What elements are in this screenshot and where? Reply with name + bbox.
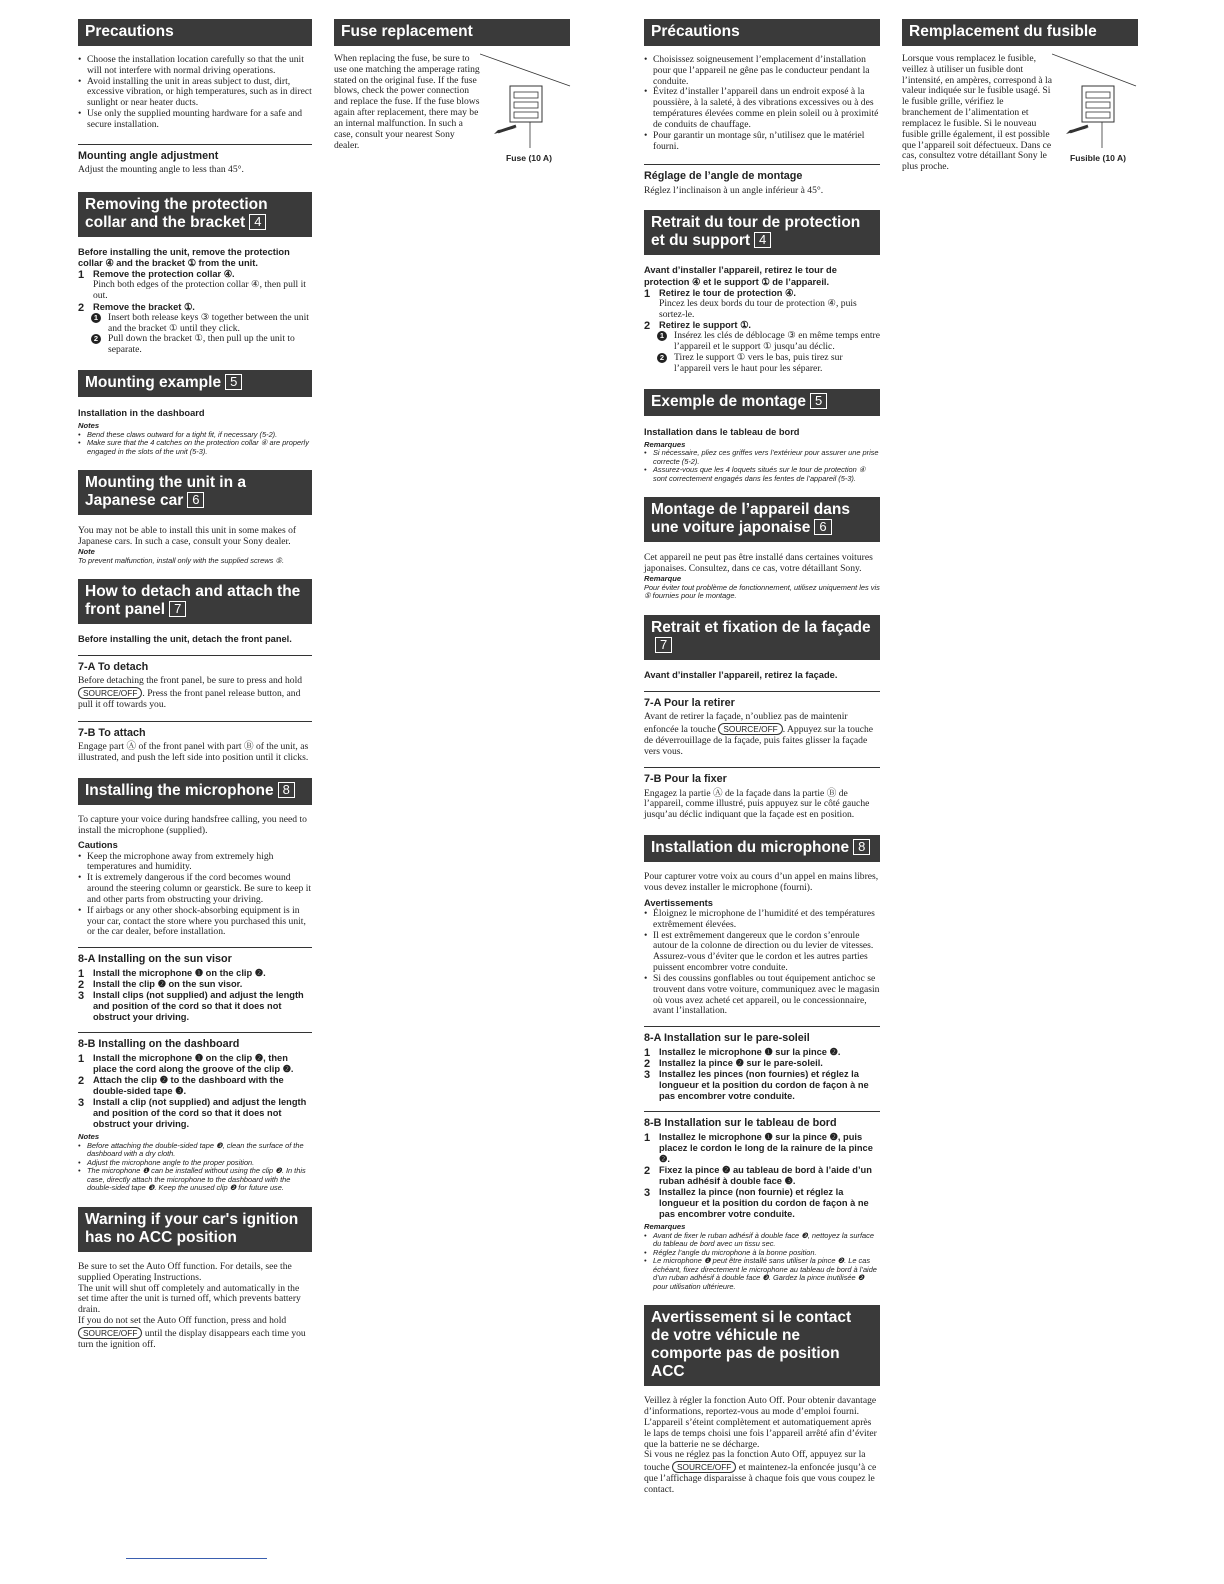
section-header-microphone: Installing the microphone 8 [78, 778, 312, 805]
list-item: • Keep the microphone away from extremely high temperatures and humidity. [78, 852, 312, 874]
subheading-detach: 7-A To detach [78, 655, 312, 676]
section-header-removing: Removing the protection collar and the bracket 4 [78, 192, 312, 237]
step: 2 Install the clip ❷ on the sun visor. [78, 979, 243, 992]
paragraph: Si vous ne réglez pas la fonction Auto Off, appuyez sur la touche SOURCE/OFF et maintenez-la enfoncée jusqu’à ce que l’affichage disparaisse à chaque fois que vous coupez le contact. [644, 1449, 877, 1495]
step: 1 Install the microphone ❶ on the clip ❷, then place the cord along the groove of the clip ❷. [78, 1053, 294, 1075]
footer-rule [126, 1558, 267, 1559]
substep: 1 Insert both release keys ③ together between the unit and the bracket ① until they click. [78, 313, 312, 335]
note-item: • Bend these claws outward for a tight fit, if necessary (5-2). [78, 431, 312, 440]
intro-text: Before installing the unit, remove the protection collar ④ and the bracket ① from the unit. [78, 246, 290, 268]
subheading-mounting-angle-fr: Réglage de l’angle de montage [644, 164, 880, 185]
note-item: • Le microphone ❶ peut être installé sans utiliser la pince ❷. Le cas échéant, fixez directement le microphone au tableau de bord à l’aide d’un ruban adhésif à double face ❸. Gardez la pince inutilisée ❷ pour utilisation ultérieure. [644, 1257, 880, 1291]
section-header-microphone-fr: Installation du microphone 8 [644, 835, 880, 862]
note-item: • Make sure that the 4 catches on the protection collar ④ are properly engaged in the slots of the unit (5-3). [78, 439, 312, 456]
list-item: • Use only the supplied mounting hardware for a safe and secure installation. [78, 109, 312, 131]
note-item: • Adjust the microphone angle to the proper position. [78, 1159, 312, 1168]
step: 2 Remove the bracket ①. [78, 301, 195, 314]
precautions-list-fr [644, 55, 880, 152]
section-header-precautions: Precautions [78, 19, 312, 46]
section-header-fuse: Fuse replacement [334, 19, 570, 46]
subheading-dashboard-install: 8-B Installing on the dashboard [78, 1032, 312, 1053]
step-detail: Pincez les deux bords du tour de protection ④, puis sortez-le. [659, 297, 857, 320]
step: 2 Attach the clip ❷ to the dashboard with the double-sided tape ❸. [78, 1075, 284, 1097]
intro-text: Avant d’installer l’appareil, retirez le tour de protection ④ et le support ① de l’appareil. [644, 265, 837, 287]
paragraph: To capture your voice during handsfree calling, you need to install the microphone (supplied). [78, 813, 307, 836]
note-item: • Avant de fixer le ruban adhésif à double face ❸, nettoyez la surface du tableau de bord avec un tissu sec. [644, 1232, 880, 1249]
paragraph: If you do not set the Auto Off function, press and hold SOURCE/OFF until the display disappears each time you turn the ignition off. [78, 1314, 306, 1350]
figure-ref-badge: 4 [754, 232, 771, 248]
section-header-precautions-fr: Précautions [644, 19, 880, 46]
substep: 1 Insérez les clés de déblocage ③ en même temps entre l’appareil et le support ① jusqu’au déclic. [644, 331, 880, 353]
cautions-heading: Cautions [78, 840, 118, 851]
paragraph: Be sure to set the Auto Off function. For details, see the supplied Operating Instructions. [78, 1260, 292, 1283]
step: 3 Install clips (not supplied) and adjust the length and position of the cord so that it does not obstruct your driving. [78, 990, 304, 1023]
paragraph: When replacing the fuse, be sure to use one matching the amperage rating stated on the original fuse. If the fuse blows, check the power connection and replace the fuse. If the fuse blows again after replacement, there may be an internal malfunction. In such a case, consult your nearest Sony dealer. [334, 53, 480, 151]
figure-ref-badge: 4 [249, 214, 266, 230]
step: 1 Installez le microphone ❶ sur la pince ❷, puis placez le cordon le long de la rainure de la pince ❷. [644, 1132, 873, 1165]
subheading-attach: 7-B To attach [78, 721, 312, 742]
step: 2 Fixez la pince ❷ au tableau de bord à l’aide d’un ruban adhésif à double face ❸. [644, 1165, 872, 1187]
paragraph: Avant de retirer la façade, n’oubliez pas de maintenir enfoncée la touche SOURCE/OFF . Appuyez sur la touche de déverrouillage de la façade, puis faites glisser la façade vers vous. [644, 711, 874, 757]
subheading-dashboard: Installation in the dashboard [78, 408, 205, 419]
fuse-label: Fuse (10 A) [506, 153, 553, 163]
note-item: • Before attaching the double-sided tape ❸, clean the surface of the dashboard with a dry cloth. [78, 1142, 312, 1159]
fuse-label-fr: Fusible (10 A) [1070, 153, 1127, 163]
step: 3 Install a clip (not supplied) and adjust the length and position of the cord so that it does not obstruct your driving. [78, 1097, 307, 1130]
subheading-attach-fr: 7-B Pour la fixer [644, 767, 880, 788]
figure-ref-badge: 5 [810, 393, 827, 409]
list-item: • Choose the installation location carefully so that the unit will not interfere with normal driving operations. [78, 55, 312, 77]
source-off-key: SOURCE/OFF [78, 687, 142, 699]
note-heading: Remarque [644, 574, 682, 584]
english-column-main [78, 19, 312, 1350]
notes-heading: Notes [78, 421, 100, 431]
section-header-acc-warning-fr: Avertissement si le contact de votre véhicule ne comporte pas de position ACC [644, 1305, 880, 1386]
step: 1 Install the microphone ❶ on the clip ❷. [78, 968, 266, 981]
source-off-key: SOURCE/OFF [718, 723, 782, 735]
figure-ref-badge: 8 [853, 839, 870, 855]
substep: 2 Pull down the bracket ①, then pull up the unit to separate. [78, 334, 312, 356]
section-header-fuse-fr: Remplacement du fusible [902, 19, 1138, 46]
figure-ref-badge: 6 [187, 492, 204, 508]
list-item: • It is extremely dangerous if the cord becomes wound around the steering column or gearstick. Be sure to keep it and other parts from obstructing your driving. [78, 873, 312, 905]
paragraph: Cet appareil ne peut pas être installé dans certaines voitures japonaises. Consultez, dans ce cas, votre détaillant Sony. [644, 552, 873, 575]
note-item: • Réglez l’angle du microphone à la bonne position. [644, 1249, 880, 1258]
subheading-sun-visor-fr: 8-A Installation sur le pare-soleil [644, 1026, 880, 1047]
list-item: • If airbags or any other shock-absorbing equipment is in your car, contact the store where you purchased this unit, or the car dealer, before installation. [78, 906, 312, 938]
figure-ref-badge: 6 [814, 519, 831, 535]
section-header-acc-warning: Warning if your car's ignition has no ACC position [78, 1207, 312, 1252]
note-item: • Assurez-vous que les 4 loquets situés sur le tour de protection ④ sont correctement engagés dans les fentes de l’appareil (5-3). [644, 466, 880, 483]
subheading-sun-visor: 8-A Installing on the sun visor [78, 947, 312, 968]
notes-heading: Remarques [644, 439, 686, 449]
paragraph: Engage part Ⓐ of the front panel with part Ⓑ of the unit, as illustrated, and push the left side into position until it clicks. [78, 741, 309, 763]
subheading-dashboard-install-fr: 8-B Installation sur le tableau de bord [644, 1111, 880, 1132]
step-detail: Pinch both edges of the protection collar ④, then pull it out. [93, 279, 306, 301]
list-item: • Choisissez soigneusement l’emplacement d’installation pour que l’appareil ne gêne pas le conducteur pendant la conduite. [644, 55, 880, 87]
intro-text: Avant d’installer l’appareil, retirez la façade. [644, 669, 838, 680]
list-item: • Éloignez le microphone de l’humidité et des températures extrêmement élevées. [644, 909, 880, 931]
section-header-mounting-example: Mounting example 5 [78, 370, 312, 397]
section-header-mounting-example-fr: Exemple de montage 5 [644, 389, 880, 416]
step: 2 Installez la pince ❷ sur le pare-soleil. [644, 1058, 823, 1071]
note-item: • Si nécessaire, pliez ces griffes vers l’extérieur pour assurer une prise correcte (5-2). [644, 449, 880, 466]
notes-heading: Remarques [644, 1222, 686, 1232]
section-header-japanese-car: Mounting the unit in a Japanese car 6 [78, 470, 312, 515]
section-header-removing-fr: Retrait du tour de protection et du support 4 [644, 210, 880, 255]
subheading-detach-fr: 7-A Pour la retirer [644, 691, 880, 712]
paragraph: Engagez la partie Ⓐ de la façade dans la partie Ⓑ de l’appareil, comme illustré, puis appuyez sur le côté gauche jusqu’au déclic indiquant que la façade est en position. [644, 787, 870, 821]
list-item: • Avoid installing the unit in areas subject to dust, dirt, excessive vibration, or high temperatures, such as in direct sunlight or near heater ducts. [78, 77, 312, 109]
fuse-illustration-fr [1052, 50, 1144, 150]
paragraph: Lorsque vous remplacez le fusible, veillez à utiliser un fusible dont l’intensité, en ampères, correspond à la valeur indiquée sur le fusible usagé. Si le fusible grille, vérifiez le branchement de l’alimentation et remplacez le fusible. Si le nouveau fusible grille également, il est possible que l’appareil soit défectueux. Dans ce cas, consultez votre détaillant Sony le plus proche. [902, 53, 1052, 173]
paragraph: Adjust the mounting angle to less than 45°. [78, 163, 244, 175]
section-header-front-panel-fr: Retrait et fixation de la façade7 [644, 615, 880, 660]
subheading-dashboard-fr: Installation dans le tableau de bord [644, 426, 800, 437]
source-off-key: SOURCE/OFF [672, 1461, 736, 1473]
figure-ref-badge: 7 [655, 637, 672, 653]
list-item: • Évitez d’installer l’appareil dans un endroit exposé à la poussière, à la saleté, à des vibrations excessives ou à des températures élevées comme en plein soleil ou à proximité de conduits de chauffage. [644, 87, 880, 130]
list-item: • Il est extrêmement dangereux que le cordon s’enroule autour de la colonne de direction ou du levier de vitesses. Assurez-vous d’éviter que le cordon et les autres parties puissent encombrer votre conduite. [644, 931, 880, 974]
step: 3 Installez les pinces (non fournies) et réglez la longueur et la position du cordon de façon à ne pas encombrer votre conduite. [644, 1069, 869, 1102]
paragraph: You may not be able to install this unit in some makes of Japanese cars. In such a case, consult your Sony dealer. [78, 525, 297, 548]
list-item: • Pour garantir un montage sûr, n’utilisez que le matériel fourni. [644, 131, 880, 153]
step: 1 Retirez le tour de protection ④. [644, 287, 796, 300]
paragraph: The unit will shut off completely and automatically in the set time after the unit is turned off, which prevents battery drain. [78, 1282, 301, 1316]
precautions-list [78, 55, 312, 131]
step: 3 Installez la pince (non fournie) et réglez la longueur et la position du cordon de façon à ne pas encombrer votre conduite. [644, 1187, 869, 1220]
note-heading: Note [78, 546, 95, 556]
paragraph: Pour capturer votre voix au cours d’un appel en mains libres, vous devez installer le microphone (fourni). [644, 871, 879, 893]
step: 1 Installez le microphone ❶ sur la pince ❷. [644, 1047, 841, 1060]
intro-text: Before installing the unit, detach the front panel. [78, 634, 292, 645]
subheading-mounting-angle: Mounting angle adjustment [78, 144, 312, 165]
notes-heading: Notes [78, 1132, 100, 1142]
fuse-illustration [480, 50, 572, 150]
section-header-front-panel: How to detach and attach the front panel 7 [78, 579, 312, 624]
note-text: Pour éviter tout problème de fonctionnement, utilisez uniquement les vis ⑤ fournies pour le montage. [644, 582, 880, 601]
source-off-key: SOURCE/OFF [78, 1327, 142, 1339]
figure-ref-badge: 7 [169, 601, 186, 617]
section-header-japanese-car-fr: Montage de l’appareil dans une voiture japonaise 6 [644, 497, 880, 542]
paragraph: Before detaching the front panel, be sure to press and hold SOURCE/OFF . Press the front panel release button, and pull it off towards you. [78, 675, 303, 711]
figure-ref-badge: 5 [225, 374, 242, 390]
step: 1 Remove the protection collar ④. [78, 269, 235, 282]
list-item: • Si des coussins gonflables ou tout équipement antichoc se trouvent dans votre voiture, communiquez avec le magasin où vous avez acheté cet appareil, ou le concessionnaire, avant l’installation. [644, 974, 880, 1017]
paragraph: L’appareil s’éteint complètement et automatiquement après le laps de temps choisi une fois l’appareil arrêté afin d’éviter que la batterie ne se décharge. [644, 1416, 877, 1450]
substep: 2 Tirez le support ① vers le bas, puis tirez sur l’appareil vers le haut pour les séparer. [644, 353, 880, 375]
note-item: • The microphone ❶ can be installed without using the clip ❷. In this case, directly attach the microphone to the dashboard with the double-sided tape ❸. Keep the unused clip ❷ for future use. [78, 1167, 312, 1193]
figure-ref-badge: 8 [278, 782, 295, 798]
note-text: To prevent malfunction, install only with the supplied screws ⑤. [78, 555, 284, 565]
french-column-main [644, 19, 880, 1496]
step: 2 Retirez le support ①. [644, 320, 752, 333]
cautions-heading: Avertissements [644, 897, 713, 908]
paragraph: Veillez à régler la fonction Auto Off. Pour obtenir davantage d’informations, reportez-vous au mode d’emploi fourni. [644, 1395, 877, 1418]
paragraph: Réglez l’inclinaison à un angle inférieur à 45°. [644, 184, 824, 196]
